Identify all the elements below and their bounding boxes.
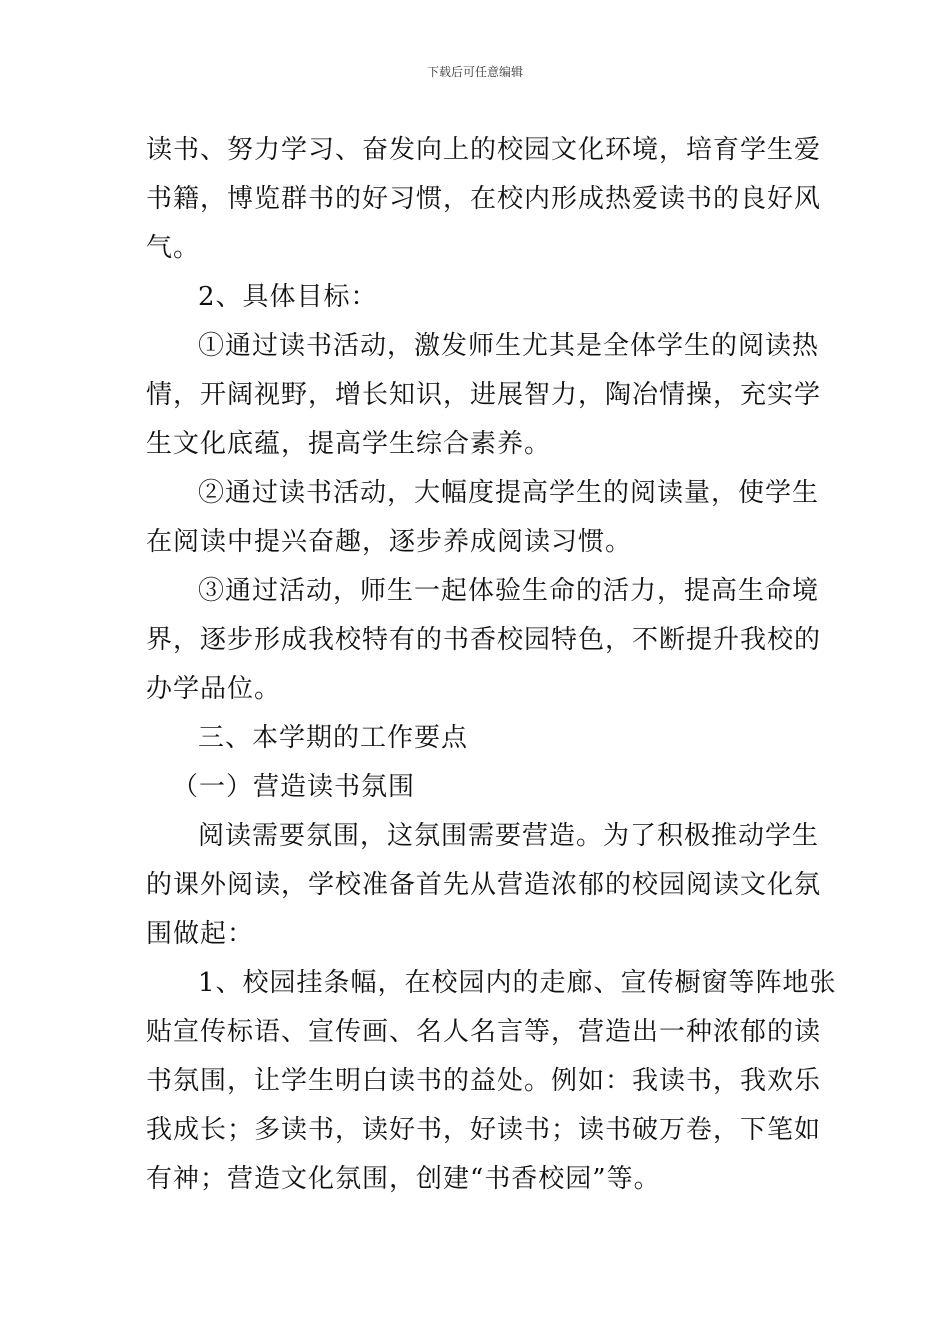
text-line: 气。	[146, 233, 201, 263]
text-line: 界，逐步形成我校特有的书香校园特色，不断提升我校的	[146, 625, 822, 655]
text-line: 围做起：	[146, 919, 255, 949]
document-body	[146, 126, 837, 1204]
text-line: 情，开阔视野，增长知识，进展智力，陶冶情操，充实学	[146, 380, 822, 410]
text-line: 办学品位。	[146, 674, 282, 704]
text-line: 书籍，博览群书的好习惯，在校内形成热爱读书的良好风	[146, 184, 822, 214]
section-heading: 2、具体目标：	[198, 282, 378, 312]
text-line: ③通过活动，师生一起体验生命的活力，提高生命境	[198, 576, 820, 606]
text-line: 书氛围，让学生明白读书的益处。例如：我读书，我欢乐	[146, 1066, 822, 1096]
page-header-note: 下载后可任意编辑	[426, 65, 523, 79]
subsection-heading: （一）营造读书氛围	[172, 772, 416, 802]
text-line: 生文化底蕴，提高学生综合素养。	[146, 429, 552, 459]
text-line: 读书、努力学习、奋发向上的校园文化环境，培育学生爱	[146, 135, 822, 165]
section-heading: 三、本学期的工作要点	[198, 723, 469, 753]
text-line: ①通过读书活动，激发师生尤其是全体学生的阅读热	[198, 331, 820, 361]
text-line: 贴宣传标语、宣传画、名人名言等，营造出一种浓郁的读	[146, 1017, 822, 1047]
text-line: 的课外阅读，学校准备首先从营造浓郁的校园阅读文化氛	[146, 870, 822, 900]
text-line: 我成长；多读书，读好书，好读书；读书破万卷，下笔如	[146, 1115, 822, 1145]
text-line: 在阅读中提兴奋趣，逐步养成阅读习惯。	[146, 527, 633, 557]
text-line: 1、校园挂条幅，在校园内的走廊、宣传橱窗等阵地张	[198, 968, 837, 998]
text-line: 有神；营造文化氛围，创建“书香校园”等。	[146, 1164, 661, 1194]
text-line: 阅读需要氛围，这氛围需要营造。为了积极推动学生	[198, 821, 820, 851]
text-line: ②通过读书活动，大幅度提高学生的阅读量，使学生	[198, 478, 820, 508]
